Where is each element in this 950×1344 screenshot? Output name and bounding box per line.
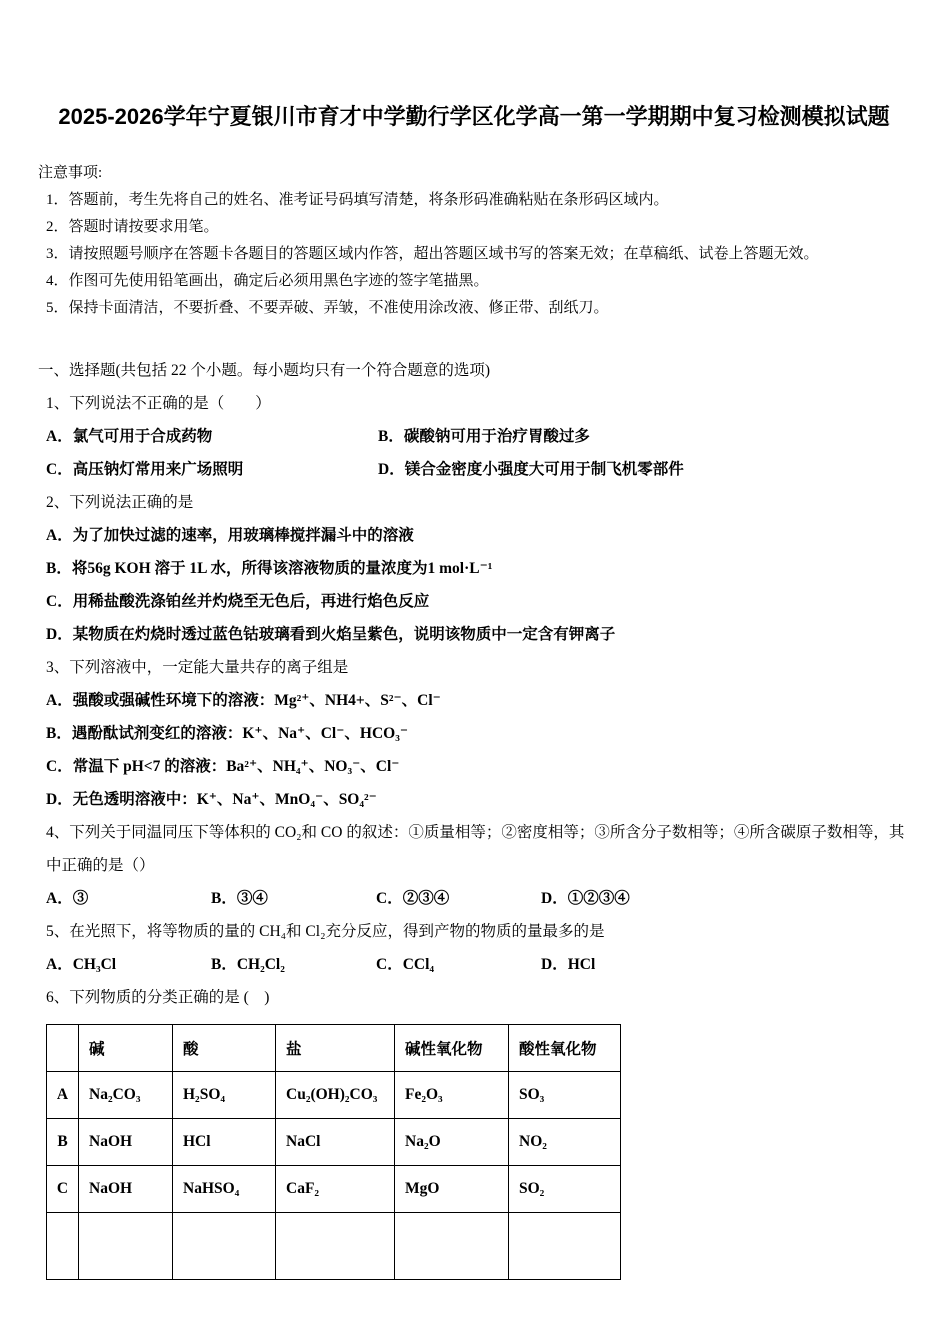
notice-heading: 注意事项: <box>38 165 103 181</box>
table-cell: SO₂ <box>509 1166 621 1213</box>
option-a: A．为了加快过滤的速率，用玻璃棒搅拌漏斗中的溶液 <box>46 527 414 544</box>
row-label: B <box>47 1119 79 1166</box>
option-d: D．①②③④ <box>541 890 630 907</box>
option-d: D．某物质在灼烧时透过蓝色钴玻璃看到火焰呈紫色，说明该物质中一定含有钾离子 <box>46 626 616 643</box>
option-a: A．强酸或强碱性环境下的溶液：Mg²⁺、NH4+、S²⁻、Cl⁻ <box>46 692 441 709</box>
table-cell: Cu₂(OH)₂CO₃ <box>276 1072 395 1119</box>
option-d: D．无色透明溶液中：K⁺、Na⁺、MnO₄⁻、SO₄²⁻ <box>46 791 377 808</box>
option-a: A．③ <box>46 890 89 907</box>
table-cell <box>276 1213 395 1280</box>
table-header-cell: 酸 <box>173 1025 276 1072</box>
options-row <box>46 420 910 486</box>
table-cell: NaOH <box>79 1166 173 1213</box>
table-cell: Na₂CO₃ <box>79 1072 173 1119</box>
question-stem: 3、下列溶液中，一定能大量共存的离子组是 <box>46 659 349 676</box>
question-4 <box>46 816 910 915</box>
table-cell: Na₂O <box>395 1119 509 1166</box>
table-row <box>47 1119 621 1166</box>
question-stem: 5、在光照下，将等物质的量的 CH₄和 Cl₂充分反应，得到产物的物质的量最多的是 <box>46 923 605 940</box>
option-b: B．③④ <box>211 890 268 907</box>
table-row <box>47 1166 621 1213</box>
table-header-row <box>47 1025 621 1072</box>
table-cell: NO₂ <box>509 1119 621 1166</box>
table-cell <box>395 1213 509 1280</box>
table-cell: CaF₂ <box>276 1166 395 1213</box>
option-c: C．CCl₄ <box>376 956 435 973</box>
table-header-cell: 酸性氧化物 <box>509 1025 621 1072</box>
table-corner-cell <box>47 1025 79 1072</box>
option-b: B．碳酸钠可用于治疗胃酸过多 <box>378 428 590 445</box>
table-row <box>47 1072 621 1119</box>
table-cell: HCl <box>173 1119 276 1166</box>
options-row <box>46 882 910 915</box>
option-b: B．CH₂Cl₂ <box>211 956 285 973</box>
classification-table <box>46 1024 621 1280</box>
table-header-cell: 碱 <box>79 1025 173 1072</box>
question-stem: 2、下列说法正确的是 <box>46 494 194 511</box>
table-cell: Fe₂O₃ <box>395 1072 509 1119</box>
table-header-cell: 碱性氧化物 <box>395 1025 509 1072</box>
option-b: B．遇酚酞试剂变红的溶液：K⁺、Na⁺、Cl⁻、HCO₃⁻ <box>46 725 409 742</box>
question-2 <box>46 486 910 651</box>
notice-item: 4．作图可先使用铅笔画出，确定后必须用黑色字迹的签字笔描黑。 <box>46 273 489 289</box>
option-b: B．将56g KOH 溶于 1L 水，所得该溶液物质的量浓度为1 mol·L⁻¹ <box>46 560 493 577</box>
row-label: A <box>47 1072 79 1119</box>
table-cell <box>509 1213 621 1280</box>
notice-item: 3．请按照题号顺序在答题卡各题目的答题区域内作答，超出答题区域书写的答案无效；在草稿纸、试卷上答题无效。 <box>46 246 819 262</box>
notice-item: 5．保持卡面清洁，不要折叠、不要弄破、弄皱，不准使用涂改液、修正带、刮纸刀。 <box>46 300 609 316</box>
table-cell: H₂SO₄ <box>173 1072 276 1119</box>
option-a: A．CH₃Cl <box>46 956 117 973</box>
option-a: A．氯气可用于合成药物 <box>46 428 213 445</box>
question-5 <box>46 915 910 981</box>
table-cell: NaOH <box>79 1119 173 1166</box>
table-cell <box>173 1213 276 1280</box>
question-stem: 4、下列关于同温同压下等体积的 CO₂和 CO 的叙述：①质量相等；②密度相等；③所含分子数相等；④所含碳原子数相等，其中正确的是（） <box>46 824 905 874</box>
question-3 <box>46 651 910 816</box>
table-cell <box>79 1213 173 1280</box>
table-cell: MgO <box>395 1166 509 1213</box>
question-1 <box>46 387 910 486</box>
option-d: D．HCl <box>541 956 596 973</box>
table-header-cell: 盐 <box>276 1025 395 1072</box>
table-cell: NaHSO₄ <box>173 1166 276 1213</box>
options-row <box>46 948 910 981</box>
option-c: C．②③④ <box>376 890 450 907</box>
table-cell: NaCl <box>276 1119 395 1166</box>
question-stem: 1、下列说法不正确的是（ ） <box>46 395 271 412</box>
option-c: C．常温下 pH<7 的溶液：Ba²⁺、NH₄⁺、NO₃⁻、Cl⁻ <box>46 758 400 775</box>
question-stem: 6、下列物质的分类正确的是 ( ) <box>46 989 270 1006</box>
page-title: 2025-2026学年宁夏银川市育才中学勤行学区化学高一第一学期期中复习检测模拟试题 <box>58 104 890 129</box>
table-cell: SO₃ <box>509 1072 621 1119</box>
option-d: D．镁合金密度小强度大可用于制飞机零部件 <box>378 461 684 478</box>
option-c: C．用稀盐酸洗涤铂丝并灼烧至无色后，再进行焰色反应 <box>46 593 430 610</box>
option-c: C．高压钠灯常用来广场照明 <box>46 461 244 478</box>
row-label <box>47 1213 79 1280</box>
notice-item: 2．答题时请按要求用笔。 <box>46 219 219 235</box>
notice-item: 1．答题前，考生先将自己的姓名、准考证号码填写清楚，将条形码准确粘贴在条形码区域内。 <box>46 192 669 208</box>
table-row-clipped <box>47 1213 621 1280</box>
question-6 <box>46 981 910 1280</box>
notice-section <box>38 160 910 322</box>
row-label: C <box>47 1166 79 1213</box>
section-heading: 一、选择题(共包括 22 个小题。每小题均只有一个符合题意的选项) <box>38 362 491 379</box>
